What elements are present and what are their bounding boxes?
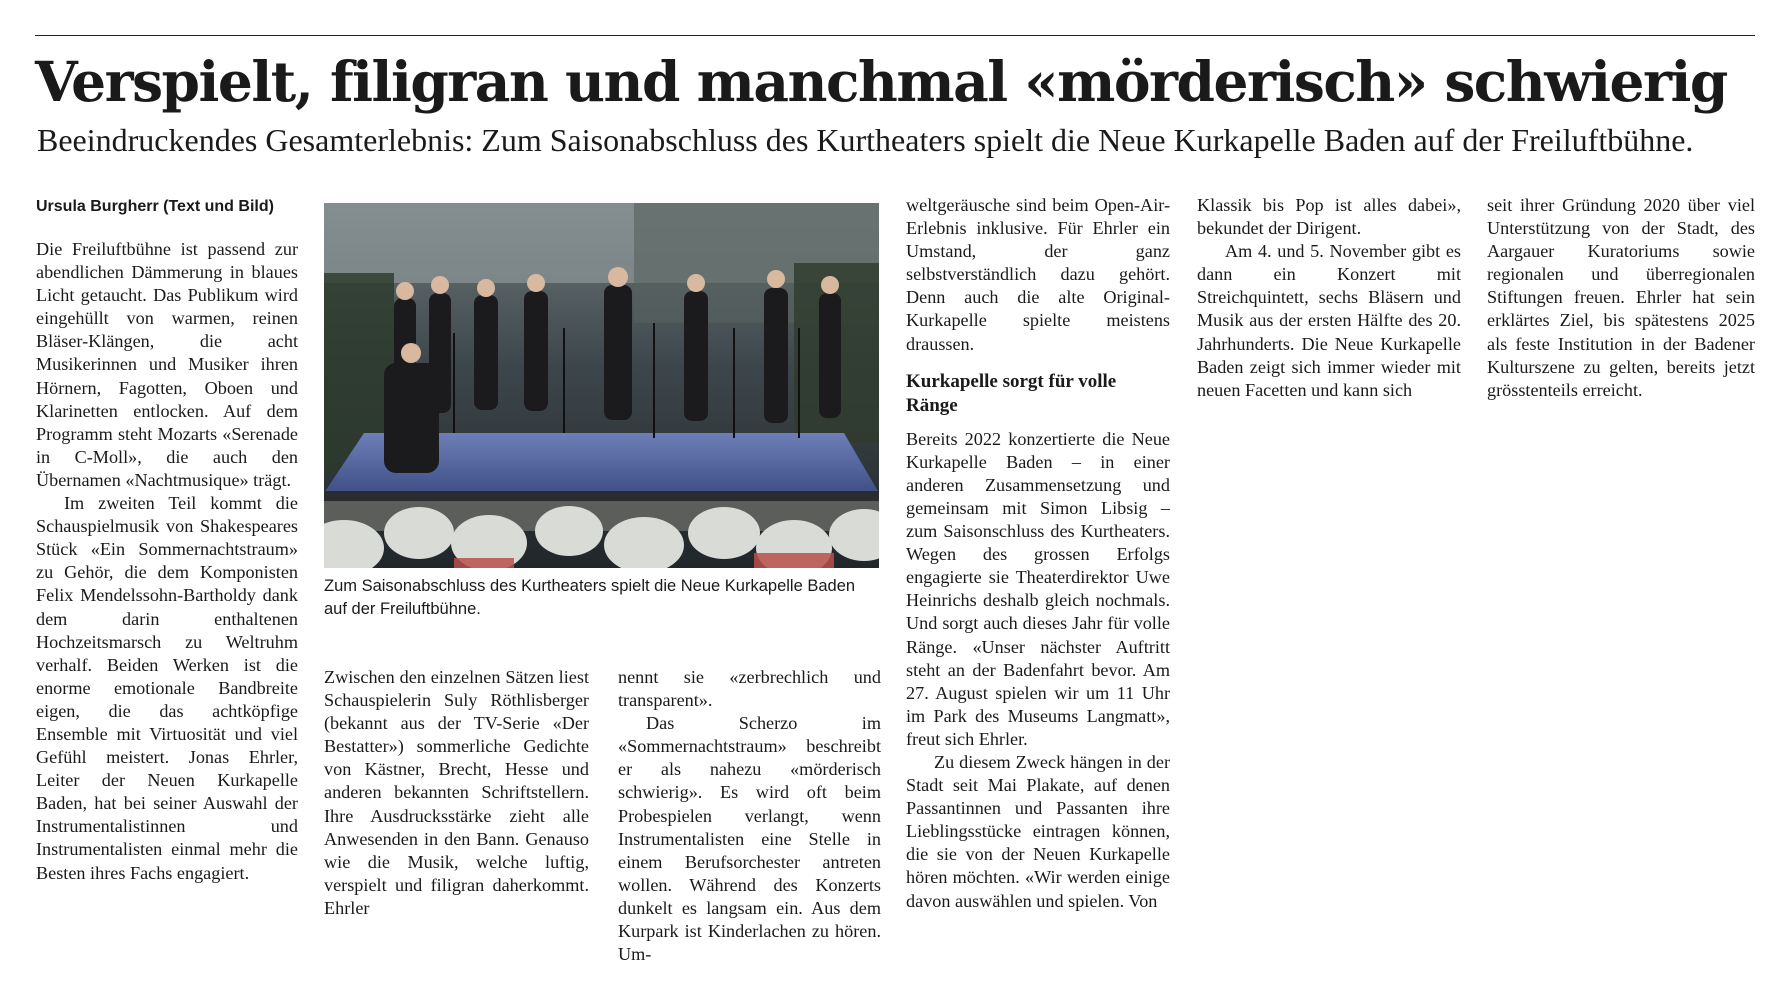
section-heading: Kurkapelle sorgt für volle Ränge — [906, 370, 1117, 416]
paragraph: Im zweiten Teil kommt die Schauspielmusik von Shakespeares Stück «Ein Sommernachtstraum» zu Gehör, die dem Komponisten Felix Mendelssohn-Bartholdy dank dem darin enthaltenen Hochzeitsmarsch zu Weltruhm verhalf. Beiden Werken ist die enorme emotionale Bandbreite eigen, die das achtköpfige Ensemble mit Virtuosität und viel Gefühl meistert. Jonas Ehrler, Leiter der Neuen Kurkapelle Baden, hat bei seiner Auswahl der Instrumentalistinnen und Instrumentalisten einmal mehr die Besten ihres Fachs engagiert. — [36, 493, 298, 883]
byline: Ursula Burgherr (Text und Bild) — [36, 198, 274, 215]
paragraph: Klassik bis Pop ist alles dabei», bekundet der Dirigent. — [1197, 195, 1461, 239]
top-rule — [35, 35, 1755, 36]
column-2 — [324, 666, 589, 966]
headline: Verspielt, filigran und manchmal «mörderisch» schwierig — [35, 49, 1727, 114]
paragraph: Das Scherzo im «Sommernachtstraum» beschreibt er als nahezu «mörderisch schwierig». Es wird oft beim Probespielen verlangt, wenn Instrumentalisten eine Stelle in einem Berufsorchester antreten wollen. Während des Konzerts dunkelt es langsam ein. Aus dem Kurpark ist Kinderlachen zu hören. Um- — [618, 713, 881, 965]
column-4 — [906, 194, 1170, 974]
column-3 — [618, 666, 881, 966]
concert-photo — [324, 203, 879, 568]
paragraph: Die Freiluftbühne ist passend zur abendlichen Dämmerung in blaues Licht getaucht. Das Publikum wird eingehüllt von warmen, reinen Bläser-Klängen, die acht Musikerinnen und Musiker ihren Hörnern, Fagotten, Oboen und Klarinetten entlocken. Auf dem Programm steht Mozarts «Serenade in C-Moll», die auch den Übernamen «Nachtmusique» trägt. — [36, 239, 298, 490]
concert-photo-icon — [324, 203, 879, 568]
paragraph: Am 4. und 5. November gibt es dann ein Konzert mit Streichquintett, sechs Bläsern und Musik aus der ersten Hälfte des 20. Jahrhunderts. Die Neue Kurkapelle Baden zeigt sich immer wieder mit neuen Facetten und kann sich — [1197, 241, 1461, 400]
column-6 — [1487, 194, 1755, 414]
paragraph: Bereits 2022 konzertierte die Neue Kurkapelle Baden – in einer anderen Zusammensetzung und gemeinsam mit Simon Libsig – zum Saisonschluss des Kurtheaters. Wegen des grossen Erfolgs engagierte sie Theaterdirektor Uwe Heinrichs deshalb gleich nochmals. Und sorgt auch dieses Jahr für volle Ränge. «Unser nächster Auftritt steht an der Badenfahrt bevor. Am 27. August spielen wir um 11 Uhr im Park des Museums Langmatt», freut sich Ehrler. — [906, 428, 1170, 749]
paragraph: Zwischen den einzelnen Sätzen liest Schauspielerin Suly Röthlisberger (bekannt aus der TV-Serie «Der Bestatter») sommerliche Gedichte von Kästner, Brecht, Hesse und anderen bekannten Schriftstellern. Ihre Ausdrucksstärke zieht alle Anwesenden in den Bann. Genauso wie die Musik, welche luftig, verspielt und filigran daherkommt. Ehrler — [324, 667, 589, 918]
photo-caption: Zum Saisonabschluss des Kurtheaters spielt die Neue Kurkapelle Baden auf der Freiluftbühne. — [324, 577, 856, 618]
paragraph: Zu diesem Zweck hängen in der Stadt seit Mai Plakate, auf denen Passantinnen und Passanten ihre Lieblingsstücke eintragen können, die sie von der Neuen Kurkapelle hören möchten. «Wir werden einige davon auswählen und spielen. Von — [906, 751, 1170, 911]
paragraph: weltgeräusche sind beim Open-Air-Erlebnis inklusive. Für Ehrler ein Umstand, der ganz selbstverständlich dazu gehört. Denn auch die alte Original-Kurkapelle spielte meistens draussen. — [906, 195, 1170, 354]
paragraph: nennt sie «zerbrechlich und transparent». — [618, 667, 881, 711]
paragraph: seit ihrer Gründung 2020 über viel Unterstützung von der Stadt, des Aargauer Kuratoriums sowie regionalen und überregionalen Stiftungen freuen. Ehrler hat sein erklärtes Ziel, bis spätestens 2025 als feste Institution in der Badener Kulturszene zu gelten, bereits jetzt grösstenteils erreicht. — [1487, 195, 1755, 400]
subheadline: Beeindruckendes Gesamterlebnis: Zum Saisonabschluss des Kurtheaters spielt die Neue Kurkapelle Baden auf der Freiluftbühne. — [37, 122, 1694, 158]
column-5 — [1197, 194, 1461, 414]
column-1 — [36, 238, 298, 958]
